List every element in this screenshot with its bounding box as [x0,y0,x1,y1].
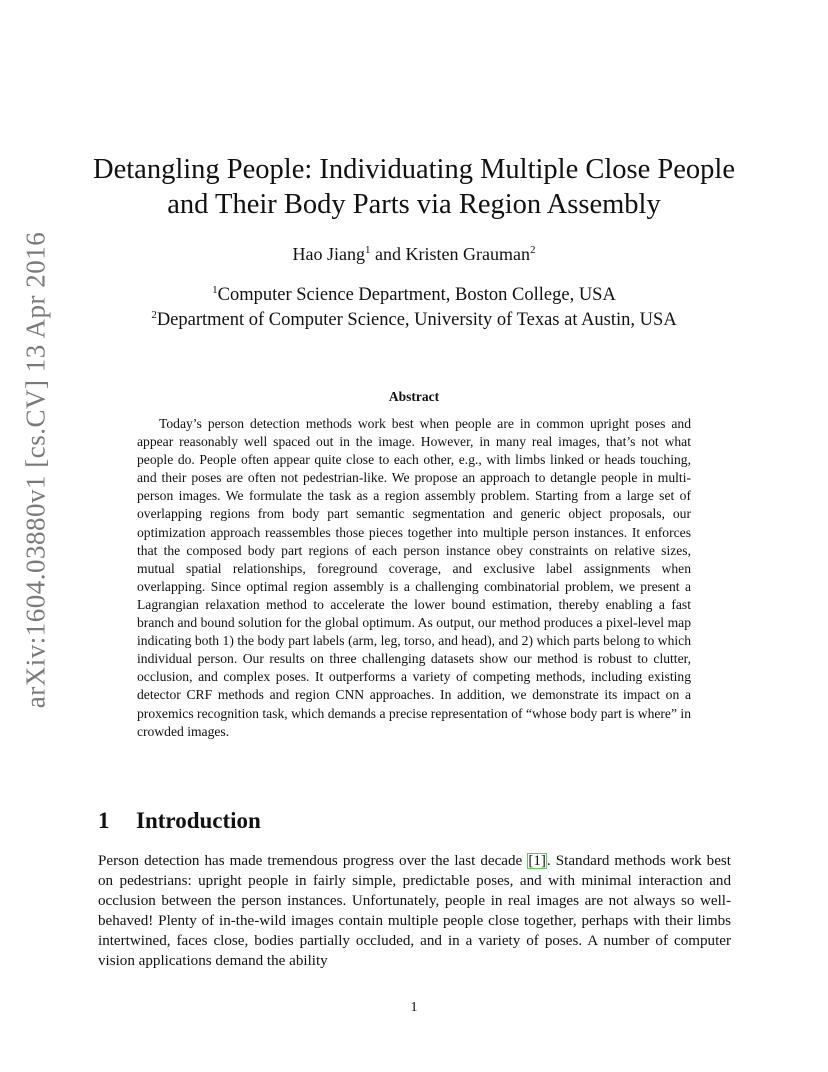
author-affiliation-mark: 1 [365,244,371,256]
intro-text-rest: . Standard methods work best on pedestrians: upright people in fairly simple, predictable poses, and with minimal interaction and occlusion between the person instances. Unfortunately, people in real images are not always so well-behaved! Plenty of in-the-wild images contain multiple people close together, perhaps with their limbs intertwined, faces close, bodies partially occluded, and in a variety of poses. A number of computer vision applications demand the ability [98,853,731,969]
page-number: 1 [410,1000,418,1015]
paper-title [60,152,768,222]
abstract-text: Today’s person detection methods work best when people are in common upright poses and appear reasonably well spaced out in the image. However, in many real images, that’s not what people do. People often appear quite close to each other, e.g., with limbs linked or heads touching, and their poses are often not pedestrian-like. We propose an approach to detangle people in multi-person images. We formulate the task as a region assembly problem. Starting from a large set of overlapping regions from body part semantic segmentation and generic object proposals, our optimization approach reassembles those pieces together into multiple person instances. It enforces that the composed body part regions of each person instance obey constraints on relative sizes, mutual spatial relationships, foreground coverage, and exclusive label assignments when overlapping. Since optimal region assembly is a challenging combinatorial problem, we present a Lagrangian relaxation method to accelerate the lower bound estimation, thereby enabling a fast branch and bound solution for the global optimum. As output, our method produces a pixel-level map indicating both 1) the body part labels (arm, leg, torso, and head), and 2) which parts belong to which individual person. Our results on three challenging datasets show our method is robust to clutter, occlusion, and complex poses. It outperforms a variety of competing methods, including existing detector CRF methods and region CNN approaches. In addition, we demonstrate its impact on a proxemics recognition task, which demands a precise representation of “whose body part is where” in crowded images. [137,416,691,739]
abstract-heading: Abstract [388,389,440,404]
section-heading-introduction [98,808,261,834]
author-list [60,242,768,266]
author-name: Hao Jiang [292,244,365,264]
author-name: Kristen Grauman [405,244,530,264]
introduction-paragraph [98,852,731,971]
affiliation-line [60,308,768,333]
section-number: 1 [98,808,110,833]
arxiv-identifier-text: arXiv:1604.03880v1 [cs.CV] 13 Apr 2016 [20,231,51,709]
author-conjunction: and [370,244,406,264]
title-line-1: Detangling People: Individuating Multiple Close People [93,154,735,185]
section-title: Introduction [136,808,261,833]
intro-text-start: Person detection has made tremendous progress over the last decade [98,853,528,869]
affiliation-list [60,283,768,332]
title-line-2: and Their Body Parts via Region Assembly [167,189,661,220]
affiliation-text: Department of Computer Science, University of Texas at Austin, USA [156,309,677,330]
affiliation-text: Computer Science Department, Boston College, USA [217,285,616,305]
author-affiliation-mark: 2 [529,244,536,256]
affiliation-mark: 2 [151,308,157,321]
affiliation-mark: 1 [212,283,218,296]
citation-link[interactable]: [1] [528,853,546,869]
affiliation-line [60,283,768,308]
